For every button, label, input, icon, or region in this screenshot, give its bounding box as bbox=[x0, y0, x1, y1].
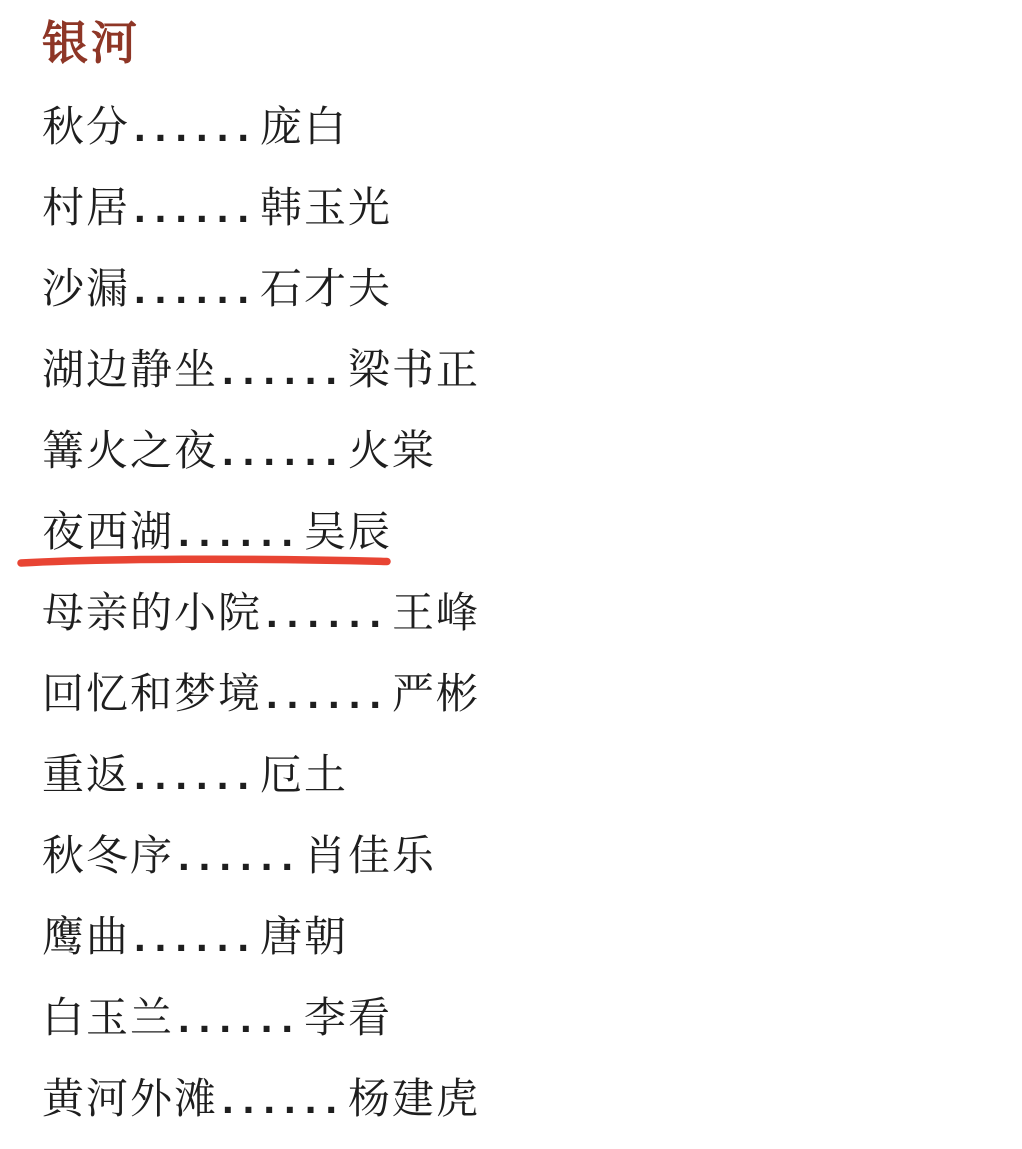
dot-leader: ...... bbox=[178, 831, 303, 879]
entry-author: 石才夫 bbox=[260, 264, 393, 312]
toc-entry bbox=[42, 1058, 1022, 1139]
toc-entry bbox=[42, 977, 1022, 1058]
dot-leader: ...... bbox=[134, 750, 259, 798]
dot-leader: ...... bbox=[222, 345, 347, 393]
red-underline-annotation bbox=[16, 553, 394, 569]
entry-author: 韩玉光 bbox=[260, 183, 393, 231]
entry-title: 黄河外滩 bbox=[42, 1074, 219, 1122]
toc-entry bbox=[42, 329, 1022, 410]
entry-title: 湖边静坐 bbox=[42, 345, 219, 393]
entry-title: 村居 bbox=[42, 183, 131, 231]
dot-leader: ...... bbox=[222, 1074, 347, 1122]
entry-title: 鹰曲 bbox=[42, 912, 131, 960]
entry-title: 秋分 bbox=[42, 102, 131, 150]
dot-leader: ...... bbox=[134, 912, 259, 960]
dot-leader: ...... bbox=[222, 426, 347, 474]
toc-entry bbox=[42, 734, 1022, 815]
section-title-row bbox=[42, 0, 1022, 86]
toc-entry bbox=[42, 896, 1022, 977]
entry-author: 李看 bbox=[304, 993, 393, 1041]
toc-entry bbox=[42, 86, 1022, 167]
entry-author: 火棠 bbox=[348, 426, 437, 474]
section-title: 银河 bbox=[42, 17, 140, 69]
entry-author: 唐朝 bbox=[260, 912, 349, 960]
toc-entry-highlighted bbox=[42, 491, 1022, 572]
entry-title: 篝火之夜 bbox=[42, 426, 219, 474]
entry-title: 母亲的小院 bbox=[42, 588, 263, 636]
toc-entry bbox=[42, 410, 1022, 491]
dot-leader: ...... bbox=[178, 507, 303, 555]
entry-author: 严彬 bbox=[392, 669, 481, 717]
entry-author: 杨建虎 bbox=[348, 1074, 481, 1122]
dot-leader: ...... bbox=[134, 264, 259, 312]
toc-entry bbox=[42, 572, 1022, 653]
entry-title: 重返 bbox=[42, 750, 131, 798]
dot-leader: ...... bbox=[178, 993, 303, 1041]
entry-author: 梁书正 bbox=[348, 345, 481, 393]
entry-title: 白玉兰 bbox=[42, 993, 175, 1041]
toc-entry bbox=[42, 815, 1022, 896]
entry-author: 庞白 bbox=[260, 102, 349, 150]
entry-author: 厄土 bbox=[260, 750, 349, 798]
dot-leader: ...... bbox=[134, 102, 259, 150]
entry-author: 吴辰 bbox=[304, 507, 393, 555]
toc-entry bbox=[42, 653, 1022, 734]
entry-title: 沙漏 bbox=[42, 264, 131, 312]
dot-leader: ...... bbox=[266, 669, 391, 717]
entry-author: 王峰 bbox=[392, 588, 481, 636]
entry-title: 秋冬序 bbox=[42, 831, 175, 879]
toc-entry bbox=[42, 167, 1022, 248]
dot-leader: ...... bbox=[134, 183, 259, 231]
dot-leader: ...... bbox=[266, 588, 391, 636]
entry-author: 肖佳乐 bbox=[304, 831, 437, 879]
entry-title: 回忆和梦境 bbox=[42, 669, 263, 717]
toc-entry bbox=[42, 248, 1022, 329]
entry-title: 夜西湖 bbox=[42, 507, 175, 555]
